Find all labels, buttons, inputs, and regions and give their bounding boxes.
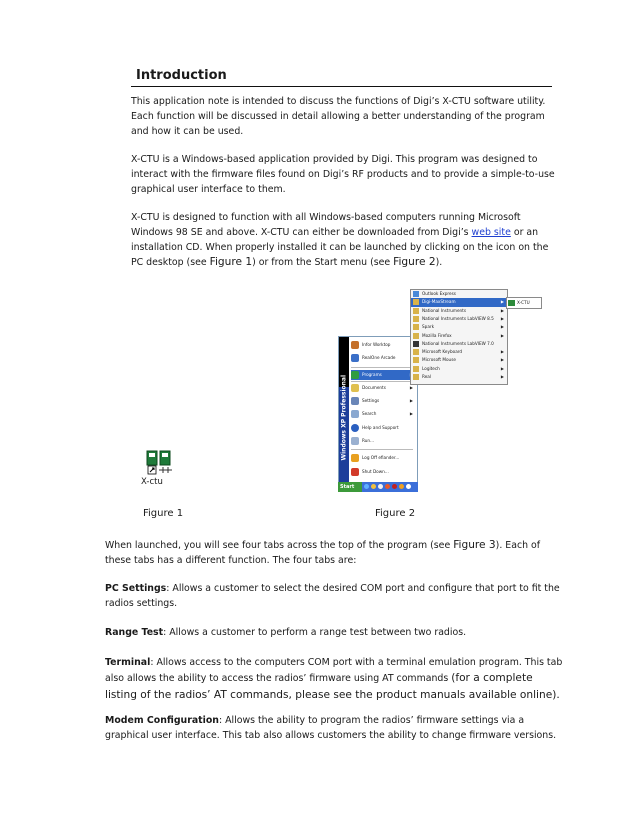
start-item-label: Infor Worktop bbox=[362, 342, 391, 347]
start-item-label: Search bbox=[362, 411, 377, 416]
program-item-label: National Instruments LabVIEW 7.0 bbox=[422, 340, 494, 346]
start-item-label: Shut Down... bbox=[362, 469, 389, 474]
paragraph-text: ). Each of these tabs has a different function. The four tabs are: bbox=[105, 540, 541, 566]
program-item-label: Digi-MaxStream bbox=[422, 299, 456, 305]
tab-term: Modem Configuration bbox=[105, 715, 219, 726]
xctu-desktop-icon[interactable] bbox=[145, 450, 175, 478]
start-item-label: Documents bbox=[362, 385, 386, 390]
program-item[interactable] bbox=[411, 340, 507, 348]
quicklaunch-icon[interactable] bbox=[399, 484, 404, 489]
tab-term: PC Settings bbox=[105, 583, 167, 594]
submenu-arrow-icon: ▶ bbox=[500, 299, 504, 305]
quicklaunch-icon[interactable] bbox=[392, 484, 397, 489]
start-item-label: RealOne Arcade bbox=[362, 355, 396, 360]
program-item[interactable] bbox=[411, 365, 507, 373]
quicklaunch-icon[interactable] bbox=[378, 484, 383, 489]
folder-icon bbox=[413, 316, 419, 322]
program-item-label: National Instruments LabVIEW 8.5 bbox=[422, 315, 494, 321]
figure-1-reference: Figure 1 bbox=[209, 256, 253, 268]
tabs-intro-paragraph bbox=[105, 538, 565, 568]
xctu-icon-label: X-ctu bbox=[141, 477, 163, 487]
submenu-arrow-icon: ▶ bbox=[500, 349, 504, 355]
program-item-label: Mozilla Firefox bbox=[422, 332, 452, 338]
xp-edition-bar bbox=[339, 337, 349, 483]
tab-term: Terminal bbox=[105, 657, 151, 668]
tab-description-pc-settings bbox=[105, 581, 565, 611]
app-icon bbox=[351, 341, 359, 349]
menu-separator bbox=[351, 367, 413, 368]
figure-2-caption: Figure 2 bbox=[375, 508, 416, 519]
tab-desc: : Allows access to the computers COM port with a terminal emulation program. This tab also allows the ability to access the radios’ firmware using AT commands bbox=[105, 657, 563, 684]
submenu-arrow-icon: ▶ bbox=[500, 374, 504, 379]
outlook-icon bbox=[413, 291, 419, 297]
program-item[interactable] bbox=[411, 348, 507, 356]
submenu-arrow-icon: ▶ bbox=[409, 398, 413, 403]
program-item-label: Real bbox=[422, 374, 432, 379]
programs-submenu bbox=[410, 289, 508, 385]
power-icon bbox=[351, 468, 359, 476]
start-item-realone-arcade[interactable] bbox=[351, 353, 415, 363]
submenu-arrow-icon: ▶ bbox=[500, 315, 504, 321]
program-item[interactable] bbox=[411, 373, 507, 381]
menu-separator bbox=[351, 381, 413, 382]
programs-icon bbox=[351, 371, 359, 379]
tab-description-range-test bbox=[105, 625, 565, 640]
web-site-link[interactable]: web site bbox=[471, 227, 511, 238]
program-item-label: Microsoft Keyboard bbox=[422, 349, 463, 355]
start-item-settings[interactable] bbox=[351, 396, 415, 406]
quicklaunch-icon[interactable] bbox=[371, 484, 376, 489]
program-item[interactable] bbox=[411, 332, 507, 340]
tab-description-terminal bbox=[105, 655, 565, 704]
program-item-label: Logitech bbox=[422, 365, 440, 371]
paragraph-text: ) or from the Start menu (see bbox=[252, 257, 394, 268]
start-item-label: Programs bbox=[362, 372, 382, 377]
start-item-label: Run... bbox=[362, 438, 375, 443]
folder-icon bbox=[413, 324, 419, 330]
submenu-arrow-icon: ▶ bbox=[409, 385, 413, 390]
program-item[interactable] bbox=[411, 323, 507, 331]
start-item-search[interactable] bbox=[351, 409, 415, 419]
xctu-submenu-label: X-CTU bbox=[517, 300, 530, 305]
menu-separator bbox=[351, 449, 413, 450]
start-item-label: Settings bbox=[362, 398, 380, 403]
submenu-arrow-icon: ▶ bbox=[500, 332, 504, 338]
help-icon bbox=[351, 424, 359, 432]
folder-icon bbox=[413, 299, 419, 305]
submenu-arrow-icon: ▶ bbox=[500, 307, 504, 313]
xctu-app-icon bbox=[508, 300, 515, 306]
heading-rule bbox=[131, 86, 552, 87]
folder-icon bbox=[413, 366, 419, 372]
folder-icon bbox=[351, 384, 359, 392]
start-item-programs[interactable] bbox=[351, 370, 415, 380]
intro-paragraph-1: This application note is intended to discuss the functions of Digi’s X-CTU software utility. Each function will be discussed in detail allowing a better understanding of the program and how it can be used. bbox=[131, 96, 546, 137]
folder-icon bbox=[413, 333, 419, 339]
start-item-infor-worktop[interactable] bbox=[351, 340, 415, 350]
figure-1-caption: Figure 1 bbox=[143, 508, 184, 519]
start-menu bbox=[338, 336, 418, 484]
tab-desc: : Allows the ability to program the radios’ firmware settings via a graphical user interface. This tab also allows customers the ability to change firmware versions. bbox=[105, 715, 557, 741]
submenu-arrow-icon: ▶ bbox=[409, 411, 413, 416]
program-item-label: National Instruments bbox=[422, 307, 467, 313]
folder-icon bbox=[413, 349, 419, 355]
program-item[interactable] bbox=[411, 315, 507, 323]
program-item-digi-maxstream[interactable] bbox=[411, 298, 507, 306]
xctu-submenu[interactable] bbox=[506, 297, 542, 309]
start-item-log-off[interactable] bbox=[351, 453, 415, 463]
folder-icon bbox=[413, 308, 419, 314]
labview-icon bbox=[413, 341, 419, 347]
start-button[interactable]: Start bbox=[338, 482, 362, 492]
log-off-icon bbox=[351, 454, 359, 462]
start-item-label: Log Off efiander... bbox=[362, 455, 400, 460]
quicklaunch-icon[interactable] bbox=[406, 484, 411, 489]
intro-paragraph-2: X-CTU is a Windows-based application provided by Digi. This program was designed to interact with the firmware files found on Digi’s RF products and to provide a simple-to-use graphical user interface to them. bbox=[131, 154, 555, 195]
folder-icon bbox=[413, 357, 419, 363]
start-item-documents[interactable] bbox=[351, 383, 415, 393]
tab-desc: : Allows a customer to select the desired COM port and configure that port to fit the radios settings. bbox=[105, 583, 560, 609]
run-icon bbox=[351, 437, 359, 445]
paragraph-text: When launched, you will see four tabs across the top of the program (see bbox=[105, 540, 454, 551]
intro-paragraph-3 bbox=[131, 210, 561, 270]
paragraph-text: ). bbox=[435, 257, 443, 268]
tab-description-modem-configuration bbox=[105, 713, 565, 743]
program-item-label: Microsoft Mouse bbox=[422, 357, 456, 363]
submenu-arrow-icon: ▶ bbox=[500, 357, 504, 363]
tab-desc: : Allows a customer to perform a range test between two radios. bbox=[163, 627, 467, 638]
figure-2-reference: Figure 2 bbox=[393, 256, 436, 268]
section-heading: Introduction bbox=[136, 68, 227, 83]
program-item[interactable] bbox=[411, 356, 507, 364]
tab-desc-note: (for a complete listing of the radios’ AT commands, please see the product manuals available online). bbox=[105, 672, 560, 701]
tab-term: Range Test bbox=[105, 627, 164, 638]
settings-icon bbox=[351, 397, 359, 405]
start-item-help[interactable] bbox=[351, 423, 415, 433]
taskbar bbox=[338, 482, 418, 492]
start-item-run[interactable] bbox=[351, 436, 415, 446]
paragraph-text: X-CTU is designed to function with all Windows-based computers running Microsoft Windows 98 SE and above. X-CTU can either be downloaded from Digi’s bbox=[131, 212, 521, 238]
start-item-label: Help and Support bbox=[362, 425, 399, 430]
quicklaunch-ie-icon[interactable] bbox=[364, 484, 369, 489]
folder-icon bbox=[413, 374, 419, 380]
program-item[interactable] bbox=[411, 307, 507, 315]
program-item[interactable] bbox=[411, 290, 507, 298]
submenu-arrow-icon: ▶ bbox=[500, 324, 504, 330]
app-icon bbox=[351, 354, 359, 362]
quicklaunch-icon[interactable] bbox=[385, 484, 390, 489]
submenu-arrow-icon: ▶ bbox=[500, 365, 504, 371]
search-icon bbox=[351, 410, 359, 418]
paragraph-text: or an installation CD. When properly installed it can be launched by clicking on the icon on the PC desktop (see bbox=[131, 227, 549, 268]
start-item-shut-down[interactable] bbox=[351, 467, 415, 477]
program-item-label: Spark bbox=[422, 324, 435, 330]
program-item-label: Outlook Express bbox=[422, 291, 456, 296]
xp-edition-label: Windows XP Professional bbox=[340, 374, 348, 461]
figure-3-reference: Figure 3 bbox=[453, 539, 496, 551]
